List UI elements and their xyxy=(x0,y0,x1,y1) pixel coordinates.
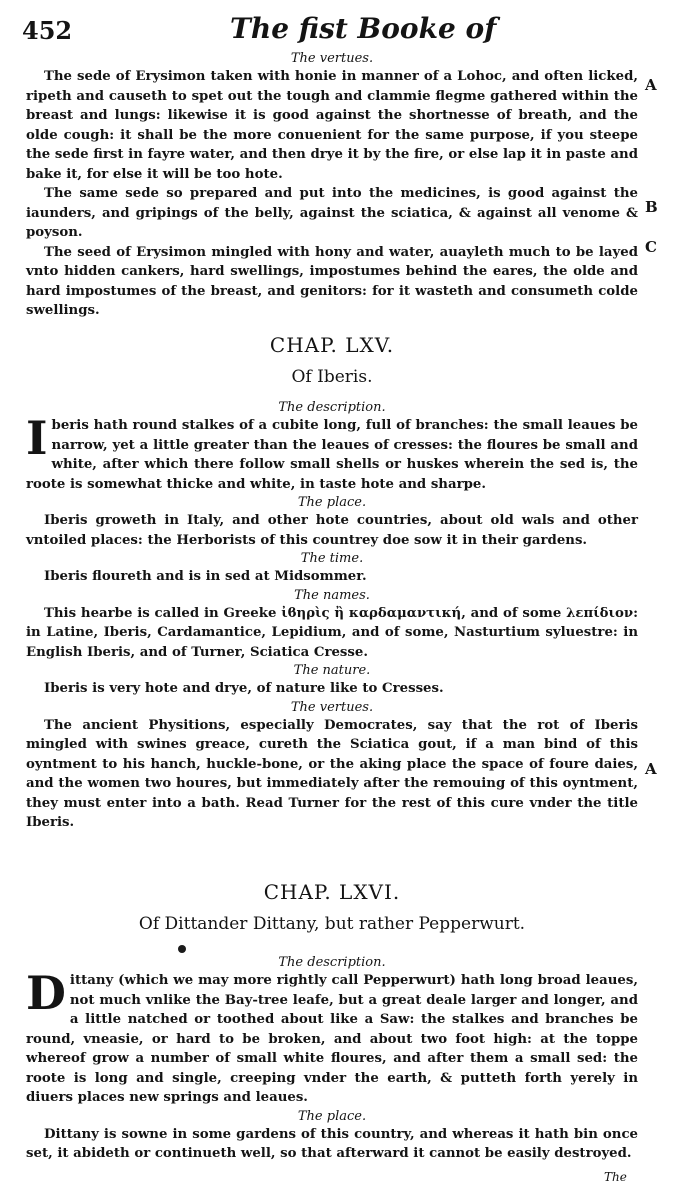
paragraph: Iberis floureth and is in sed at Midsommer. xyxy=(44,569,367,584)
chapter-title: CHAP. LXVI. xyxy=(263,880,401,904)
paragraph: The same sede so prepared and put into the medicines, is good against the iaunders, and gripings of the belly, against the sciatica, & against all venome & poyson. xyxy=(26,186,638,240)
chapter-title: CHAP. LXV. xyxy=(269,333,395,357)
paragraph: Iberis is very hote and drye, of nature like to Cresses. xyxy=(44,681,444,696)
drop-cap: D xyxy=(26,966,66,1020)
paragraph: The seed of Erysimon mingled with hony and water, auayleth much to be layed vnto hidden cankers, hard swellings, impostumes behind the eares, the olde and hard impostumes of the breast, and genitors: for it wasteth and consumeth colde swellings. xyxy=(26,244,638,318)
section-heading: The place. xyxy=(297,495,367,510)
chapter-66 xyxy=(26,880,638,1164)
section-heading: The time. xyxy=(300,551,364,566)
paragraph: Iberis groweth in Italy, and other hote countries, about old wals and other vntoiled places: the Herborists of this countrey doe sow it in their gardens. xyxy=(26,513,638,548)
chapter-65 xyxy=(26,333,638,833)
paragraph: This hearbe is called in Greeke ἰϐηρὶς ἢ καρδαμαντική, and of some λεπίδιον: in Latine, Iberis, Cardamantice, Lepidium, and of some, Nasturtium syluestre: in English Iberis, and of Turner, Sciatica Cresse. xyxy=(26,605,638,660)
paragraph xyxy=(26,966,638,1108)
section-heading: The description. xyxy=(278,400,386,415)
margin-letter: C xyxy=(645,238,657,256)
description-text: ittany (which we may more rightly call Pepperwurt) hath long broad leaues, not much vnlike the Bay-tree leafe, but a great deale larger and longer, and a little natched or toothed about like a Saw: the stalkes and branches be round, vneasie, or hard to be broken, and about two foot high: at the toppe whereof grow a number of small white floures, and after them a small sed: the roote is long and single, creeping vnder the earth, & putteth forth yerely in diuers places new springs and leaues. xyxy=(26,973,638,1105)
paragraph: Dittany is sowne in some gardens of this country, and whereas it hath bin once set, it abideth or continueth well, so that afterward it cannot be easily destroyed. xyxy=(26,1126,638,1161)
catchword: The xyxy=(604,1170,627,1184)
chapter-subject: Of Dittander Dittany, but rather Pepperwurt. xyxy=(138,914,526,934)
paragraph: The ancient Physitions, especially Democrates, say that the rot of Iberis mingled with swines greace, cureth the Sciatica gout, if a man bind of this oyntment to his hanch, huckle-bone, or the aking place the space of foure daies, and the women two houres, but immediately after the remouing of this oyntment, they must enter into a bath. Read Turner for the rest of this cure vnder the title Iberis. xyxy=(26,717,638,830)
ink-blot xyxy=(178,945,186,953)
section-heading: The names. xyxy=(294,587,370,603)
section-heading: The vertues. xyxy=(290,699,374,715)
paragraph xyxy=(26,411,638,494)
section-heading: The description. xyxy=(278,955,386,970)
drop-cap: I xyxy=(26,411,48,465)
margin-letter: A xyxy=(645,76,657,94)
section-heading: The vertues. xyxy=(290,51,374,66)
running-title: The fist Booke of xyxy=(230,12,497,45)
chapter-subject: Of Iberis. xyxy=(291,367,373,387)
section-heading: The nature. xyxy=(293,663,371,678)
margin-letter: A xyxy=(645,760,657,778)
erysimon-vertues-section xyxy=(26,50,638,321)
section-heading: The place. xyxy=(297,1108,367,1124)
description-text: beris hath round stalkes of a cubite long, full of branches: the small leaues be narrow, yet a little greater than the leaues of cresses: the floures be small and white, after which there follow small shells or huskes wherein the sed is, the roote is somewhat thicke and white, in taste hote and sharpe. xyxy=(26,418,638,492)
page-number: 452 xyxy=(22,16,73,45)
paragraph: The sede of Erysimon taken with honie in manner of a Lohoc, and often licked, ripeth and causeth to spet out the tough and clammie flegme gathered within the breast and lungs: likewise it is good against the shortnesse of breath, and the olde cough: it shall be the more conuenient for the same purpose, if you steepe the sede first in fayre water, and then drye it by the fire, or else lap it in paste and bake it, for else it will be too hote. xyxy=(26,69,638,182)
margin-letter: B xyxy=(645,198,658,216)
